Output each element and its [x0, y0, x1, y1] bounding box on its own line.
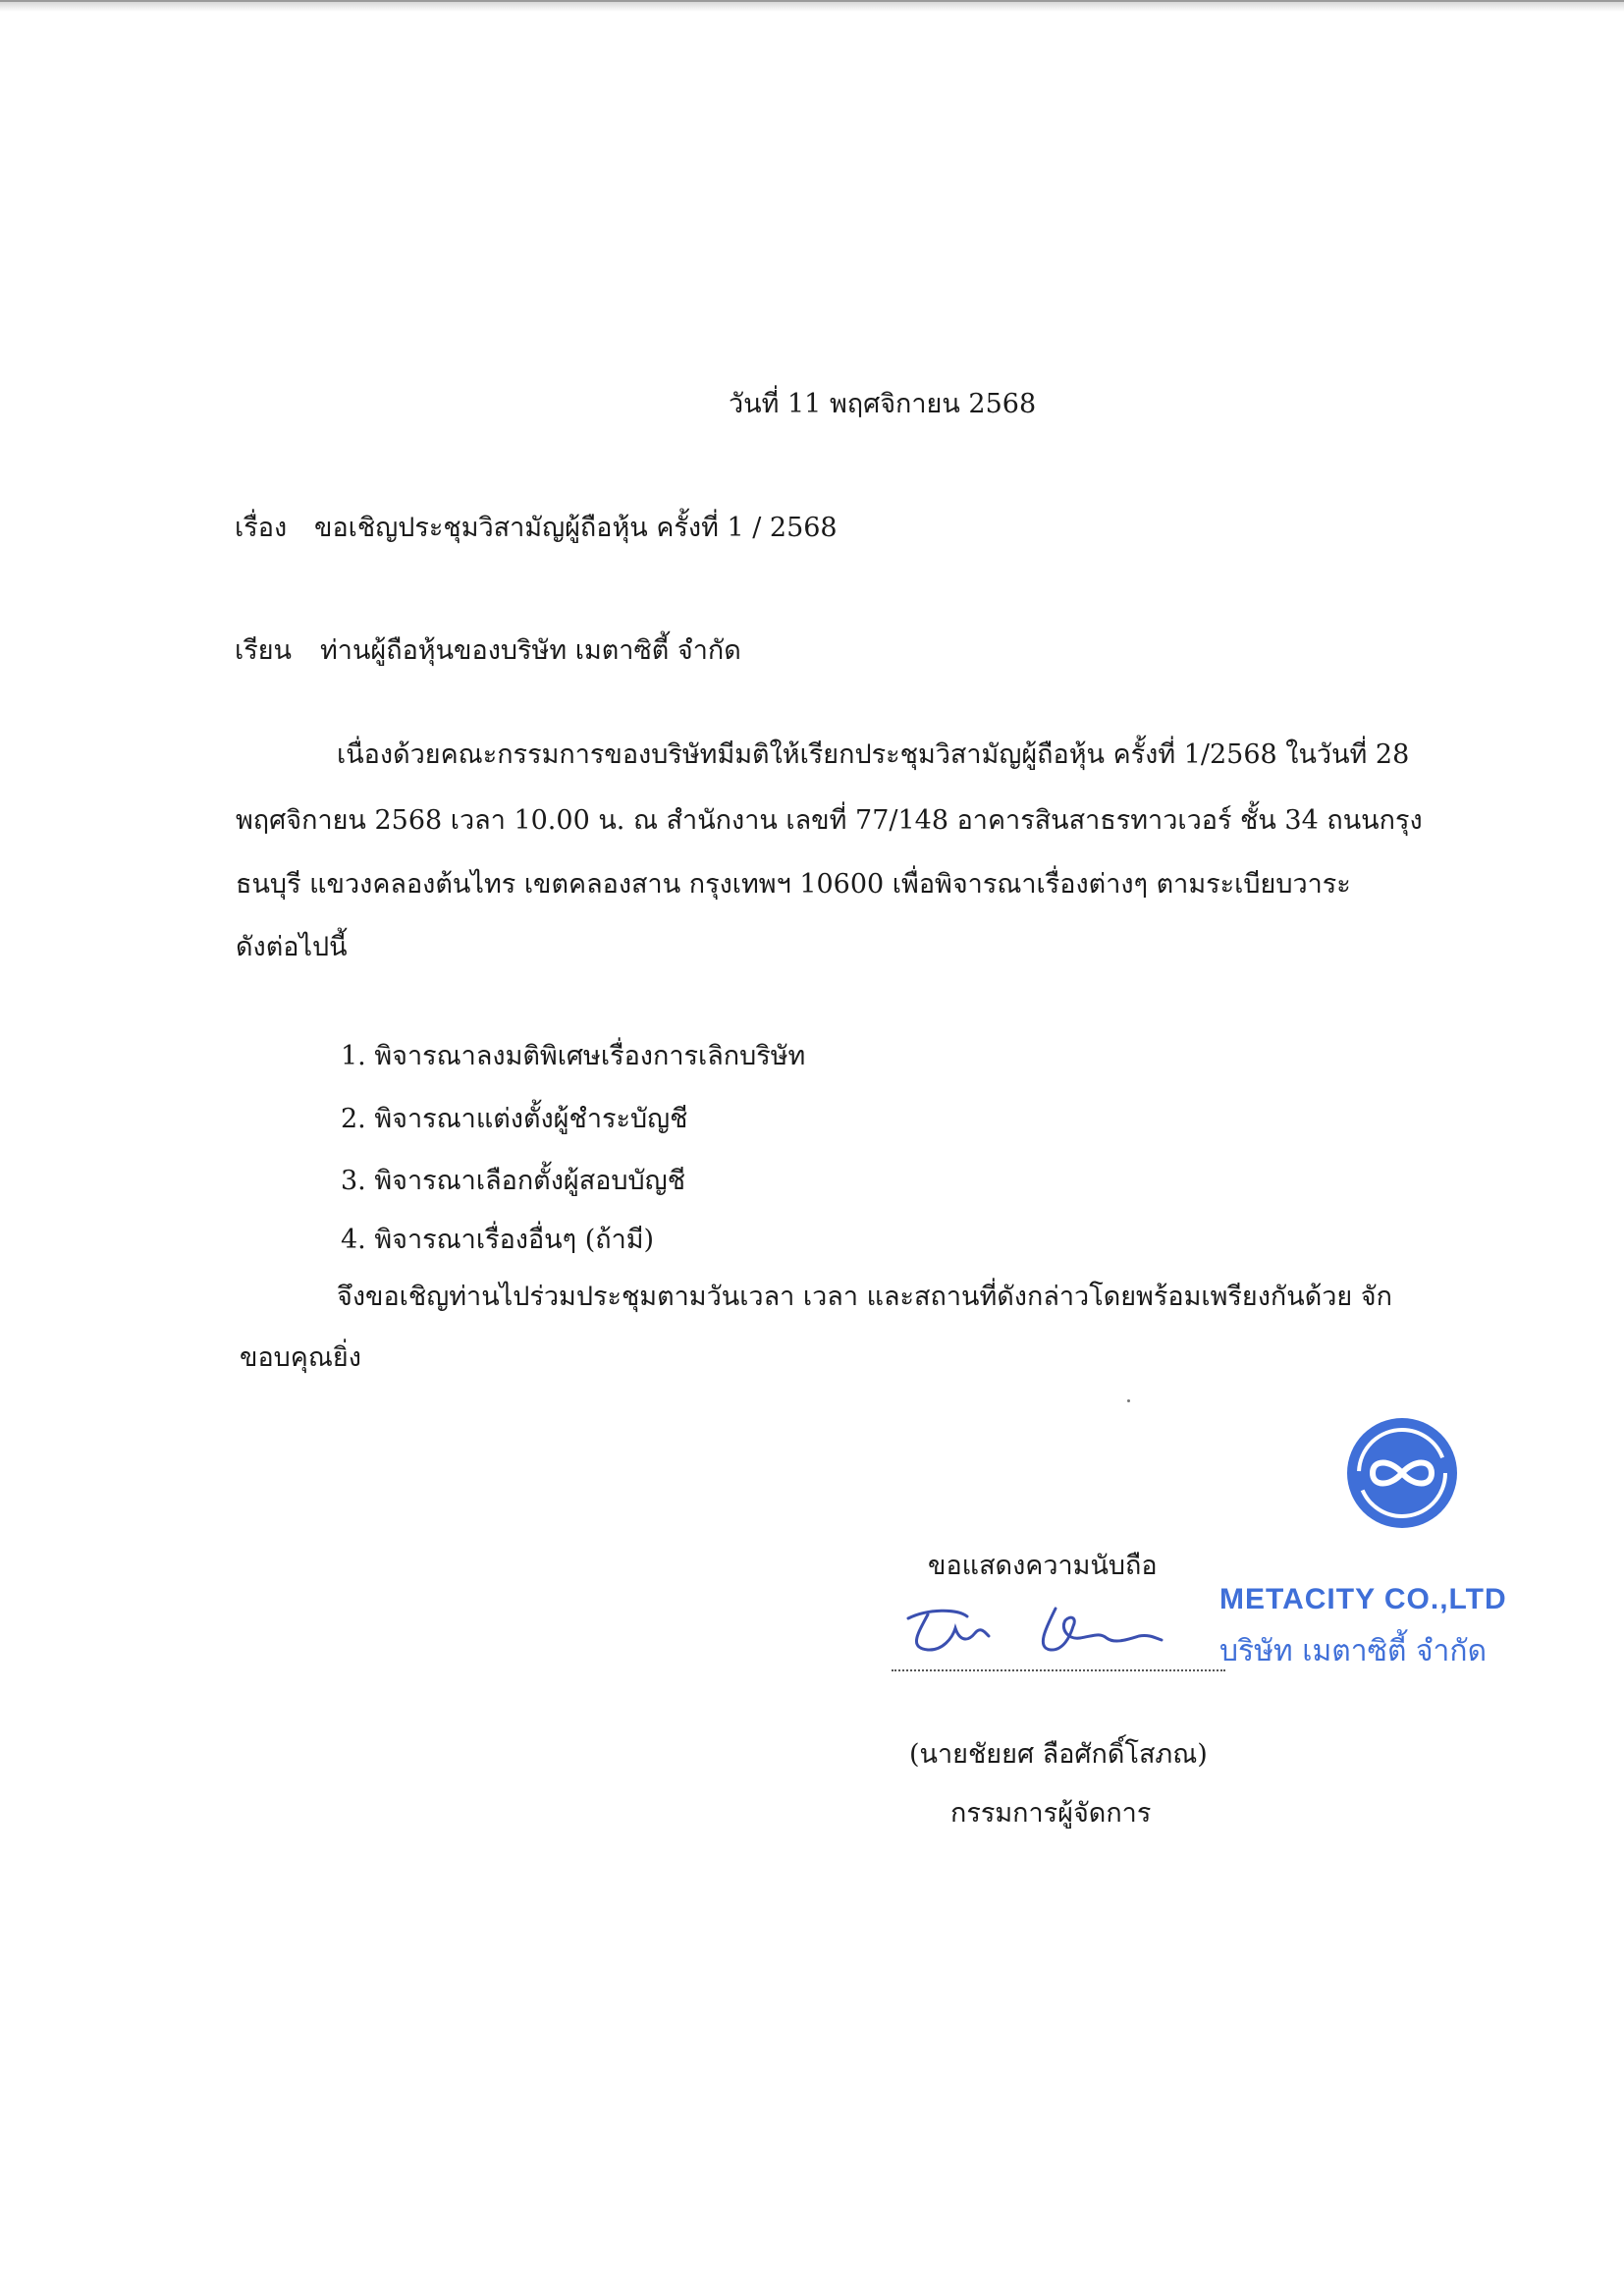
recipient-label: เรียน [235, 635, 293, 666]
agenda-item-1: 1. พิจารณาลงมติพิเศษเรื่องการเลิกบริษัท [341, 1041, 806, 1071]
closing-line-2: ขอบคุณยิ่ง [240, 1342, 361, 1373]
handwritten-signature [898, 1589, 1232, 1667]
agenda-item-3: 3. พิจารณาเลือกตั้งผู้สอบบัญชี [341, 1166, 686, 1196]
letter-date: วันที่ 11 พฤศจิกายน 2568 [729, 389, 1037, 419]
stamp-company-en: METACITY CO.,LTD [1219, 1583, 1507, 1615]
signer-name: (นายชัยยศ ลือศักดิ์โสภณ) [909, 1739, 1208, 1770]
body-line-4: ดังต่อไปนี้ [236, 932, 348, 962]
signer-title: กรรมการผู้จัดการ [950, 1798, 1152, 1829]
scan-top-edge [0, 0, 1624, 12]
agenda-item-4: 4. พิจารณาเรื่องอื่นๆ (ถ้ามี) [341, 1225, 655, 1255]
signature-dotted-line [892, 1669, 1225, 1671]
agenda-item-2: 2. พิจารณาแต่งตั้งผู้ชำระบัญชี [341, 1104, 688, 1134]
body-line-1: เนื่องด้วยคณะกรรมการของบริษัทมีมติให้เรียกประชุมวิสามัญผู้ถือหุ้น ครั้งที่ 1/2568 ในวันที่ 28 [337, 739, 1410, 770]
recipient-text: ท่านผู้ถือหุ้นของบริษัท เมตาซิตี้ จำกัด [320, 635, 741, 666]
closing-line-1: จึงขอเชิญท่านไปร่วมประชุมตามวันเวลา เวลา และสถานที่ดังกล่าวโดยพร้อมเพรียงกันด้วย จัก [337, 1282, 1392, 1312]
body-line-3: ธนบุรี แขวงคลองต้นไทร เขตคลองสาน กรุงเทพฯ 10600 เพื่อพิจารณาเรื่องต่างๆ ตามระเบียบวาระ [236, 869, 1351, 900]
scan-speck [1127, 1399, 1130, 1402]
body-line-2: พฤศจิกายน 2568 เวลา 10.00 น. ณ สำนักงาน เลขที่ 77/148 อาคารสินสาธรทาวเวอร์ ชั้น 34 ถนนกรุง [236, 805, 1423, 836]
metacity-infinity-logo-icon [1343, 1414, 1461, 1532]
subject-text: ขอเชิญประชุมวิสามัญผู้ถือหุ้น ครั้งที่ 1 / 2568 [314, 513, 838, 543]
stamp-company-th: บริษัท เมตาซิตี้ จำกัด [1219, 1634, 1488, 1668]
regards-text: ขอแสดงความนับถือ [928, 1551, 1158, 1581]
subject-label: เรื่อง [235, 513, 288, 543]
